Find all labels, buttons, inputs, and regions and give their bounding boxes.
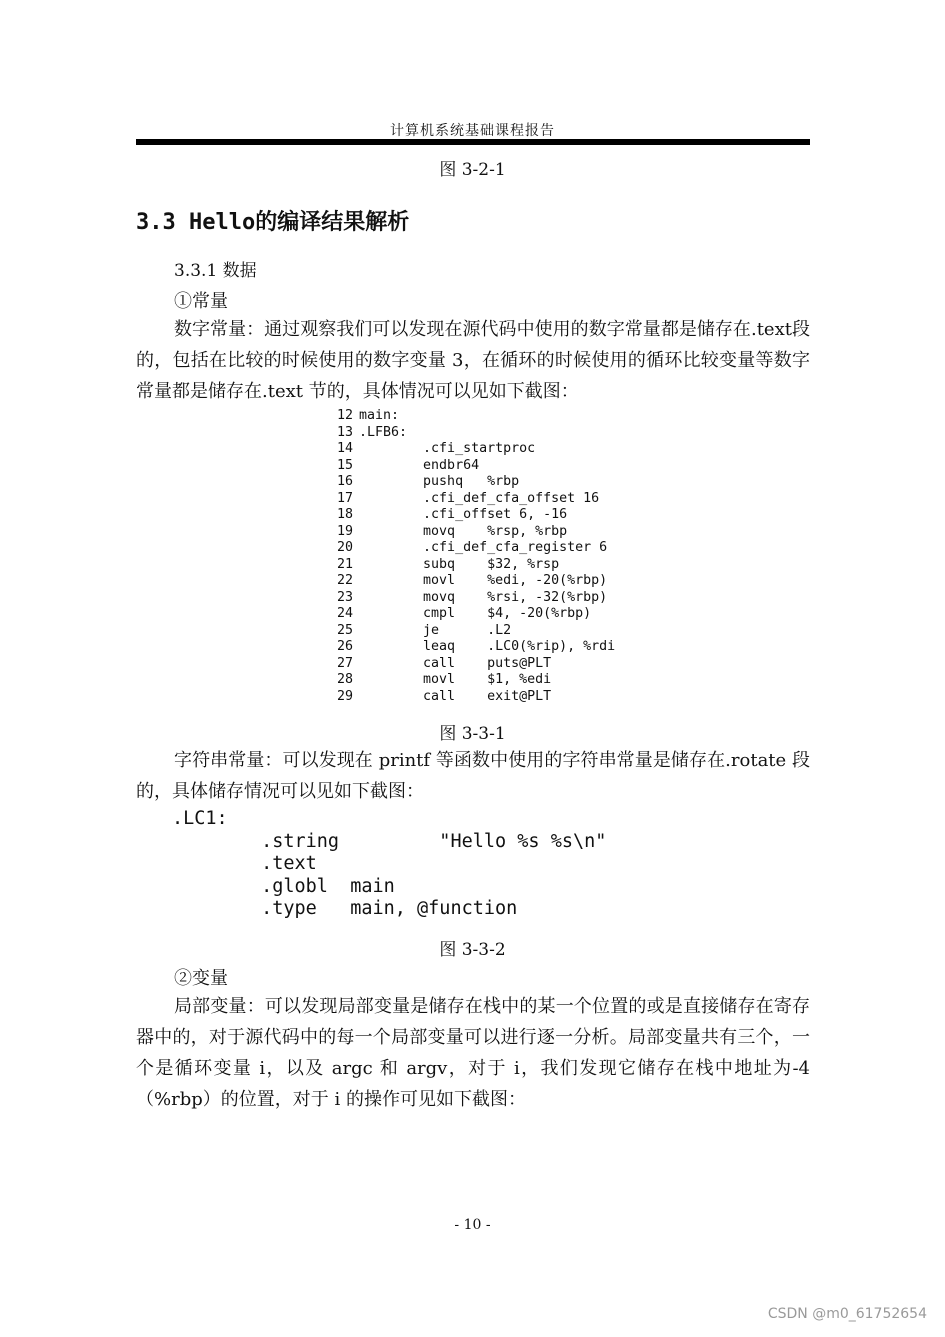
code-text: je .L2	[359, 622, 512, 638]
code-text: movq %rsi, -32(%rbp)	[359, 589, 608, 605]
code-line	[333, 540, 638, 557]
line-number: 17	[337, 490, 354, 506]
line-number: 24	[337, 606, 354, 621]
code-text: cmpl $4, -20(%rbp)	[359, 606, 592, 621]
code-line: .type main, @function	[172, 898, 518, 919]
line-number: 26	[337, 639, 354, 654]
line-number: 16	[337, 474, 354, 489]
figure-caption-3-3-1: 图 3-3-1	[439, 724, 506, 744]
code-line	[333, 458, 638, 475]
line-number: 13	[337, 424, 354, 440]
code-line	[333, 689, 638, 706]
code-line	[333, 524, 638, 541]
figure-caption-3-3-2: 图 3-3-2	[439, 940, 506, 960]
subsection-heading: 3.3.1 数据	[174, 261, 257, 281]
code-line: .string "Hello %s %s\n"	[172, 830, 607, 852]
code-text: main:	[359, 408, 400, 423]
code-text: .cfi_startproc	[359, 441, 536, 456]
code-text: pushq %rbp	[359, 474, 520, 489]
line-number: 20	[337, 540, 354, 555]
figure-caption-3-2-1: 图 3-2-1	[439, 160, 506, 180]
code-line: .text	[172, 853, 317, 874]
code-text: .cfi_offset 6, -16	[359, 507, 568, 522]
code-text: endbr64	[359, 457, 480, 473]
line-number: 28	[337, 672, 354, 687]
code-line	[333, 656, 638, 673]
section-title-latin: Hello	[189, 210, 256, 235]
code-line: .LC1:	[172, 808, 228, 829]
code-text: .cfi_def_cfa_register 6	[359, 540, 608, 555]
code-text: subq $32, %rsp	[359, 556, 560, 572]
code-line	[333, 557, 638, 574]
code-text: leaq .LC0(%rip), %rdi	[359, 639, 616, 654]
line-number: 23	[337, 589, 354, 605]
code-text: .LFB6:	[359, 424, 408, 440]
code-text: movl $1, %edi	[359, 672, 552, 687]
header-rule	[136, 139, 810, 145]
section-title-cn: 的编译结果解析	[255, 210, 410, 235]
section-heading	[136, 205, 409, 236]
code-text: call puts@PLT	[359, 655, 552, 671]
code-text: movq %rsp, %rbp	[359, 523, 568, 539]
code-screenshot-main	[333, 408, 638, 712]
item-constants: ①常量	[174, 291, 228, 312]
item-variables: ②变量	[174, 968, 228, 989]
code-text: movl %edi, -20(%rbp)	[359, 573, 608, 588]
line-number: 29	[337, 688, 354, 704]
line-number: 27	[337, 655, 354, 671]
paragraph-local-variables: 局部变量：可以发现局部变量是储存在栈中的某一个位置的或是直接储存在寄存器中的，对于源代码中的每一个局部变量可以进行逐一分析。局部变量共有三个，一个是循环变量 i，以及 argc 和 argv，对于 i，我们发现它储存在栈中地址为-4（%rbp）的位置，对于 i 的操作可见如下截图：	[136, 996, 810, 1110]
code-line	[333, 639, 638, 656]
line-number: 18	[337, 507, 354, 522]
running-header: 计算机系统基础课程报告	[390, 123, 555, 139]
code-line	[333, 441, 638, 458]
line-number: 22	[337, 573, 354, 588]
code-text: call exit@PLT	[359, 688, 552, 704]
code-line: .globl main	[172, 875, 395, 897]
paragraph-string-constants: 字符串常量：可以发现在 printf 等函数中使用的字符串常量是储存在.rotate 段的，具体储存情况可以见如下截图：	[136, 750, 810, 802]
code-line	[333, 507, 638, 524]
code-line	[333, 425, 638, 442]
paragraph-numeric-constants: 数字常量：通过观察我们可以发现在源代码中使用的数字常量都是储存在.text段的，包括在比较的时候使用的数字变量 3，在循环的时候使用的循环比较变量等数字常量都是储存在.text 节的，具体情况可以见如下截图：	[136, 319, 810, 402]
code-line	[333, 672, 638, 689]
code-line	[333, 408, 638, 425]
line-number: 25	[337, 622, 354, 638]
page-number: - 10 -	[454, 1217, 491, 1233]
line-number: 19	[337, 523, 354, 539]
line-number: 21	[337, 556, 354, 572]
line-number: 14	[337, 441, 354, 456]
watermark: CSDN @m0_61752654	[767, 1306, 927, 1322]
line-number: 15	[337, 457, 354, 473]
code-line	[333, 606, 638, 623]
code-line	[333, 573, 638, 590]
section-number: 3.3	[136, 210, 176, 235]
code-line	[333, 491, 638, 508]
code-line	[333, 590, 638, 607]
line-number: 12	[337, 408, 354, 423]
code-text: .cfi_def_cfa_offset 16	[359, 490, 600, 506]
code-screenshot-lc1	[172, 808, 642, 928]
code-line	[333, 474, 638, 491]
code-line	[333, 623, 638, 640]
